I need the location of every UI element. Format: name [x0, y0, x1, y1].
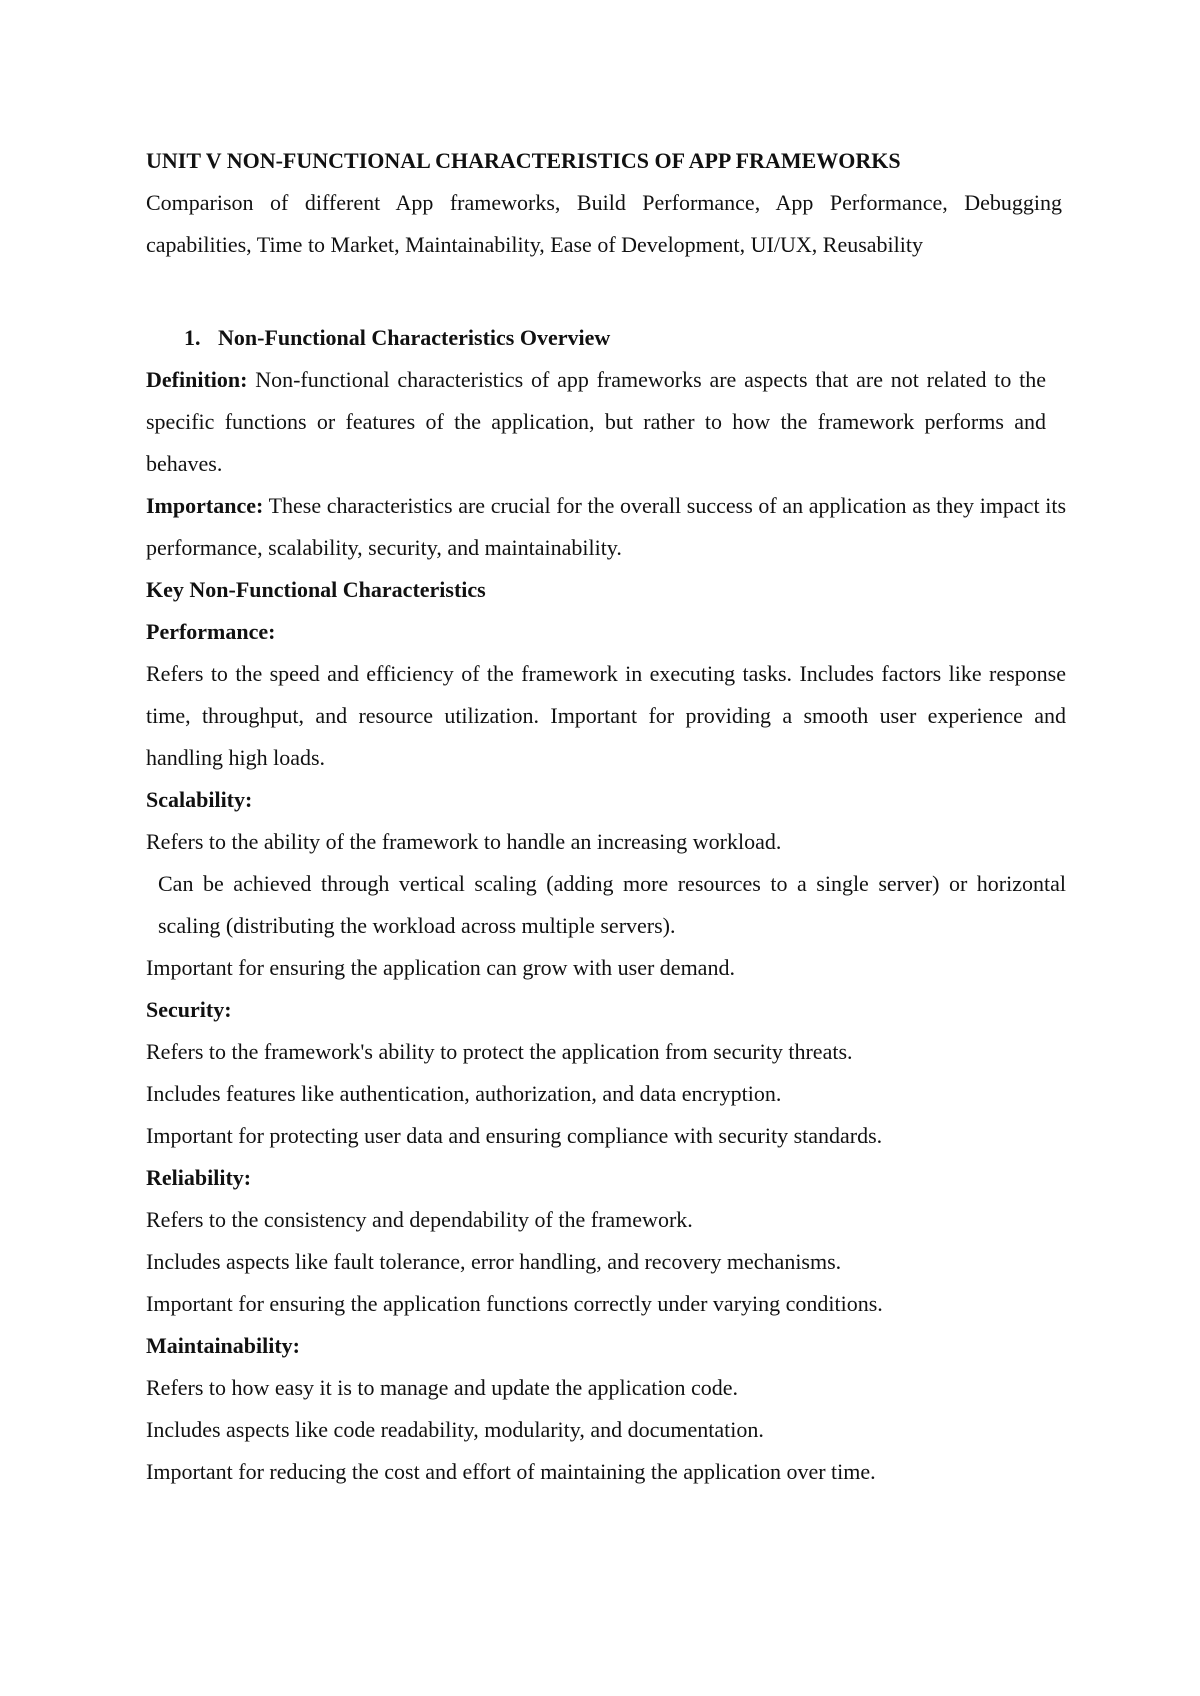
performance-heading: Performance:: [146, 619, 276, 644]
importance-text: These characteristics are crucial for the overall success of an application as they impact its performance, scalability, security, and maintainability.: [146, 493, 1066, 560]
maintainability-line-1: Refers to how easy it is to manage and update the application code.: [146, 1375, 738, 1400]
reliability-line-2: Includes aspects like fault tolerance, error handling, and recovery mechanisms.: [146, 1249, 842, 1274]
definition-paragraph: [146, 359, 1046, 485]
scalability-heading: Scalability:: [146, 787, 253, 812]
document-body: [146, 140, 1066, 1493]
key-characteristics-heading: Key Non-Functional Characteristics: [146, 577, 486, 602]
scalability-line-2: Can be achieved through vertical scaling (adding more resources to a single server) or horizontal scaling (distributing the workload across multiple servers).: [158, 871, 1066, 938]
reliability-heading: Reliability:: [146, 1165, 252, 1190]
importance-label: Importance:: [146, 493, 264, 518]
reliability-line-1: Refers to the consistency and dependability of the framework.: [146, 1207, 693, 1232]
section-heading: [146, 317, 1066, 359]
maintainability-line-3: Important for reducing the cost and effort of maintaining the application over time.: [146, 1459, 876, 1484]
unit-title: UNIT V NON-FUNCTIONAL CHARACTERISTICS OF APP FRAMEWORKS: [146, 148, 901, 173]
security-line-3: Important for protecting user data and ensuring compliance with security standards.: [146, 1123, 883, 1148]
maintainability-line-2: Includes aspects like code readability, modularity, and documentation.: [146, 1417, 764, 1442]
section-number: 1.: [184, 325, 201, 350]
scalability-line-1: Refers to the ability of the framework to handle an increasing workload.: [146, 829, 782, 854]
reliability-line-3: Important for ensuring the application functions correctly under varying conditions.: [146, 1291, 883, 1316]
definition-label: Definition:: [146, 367, 248, 392]
security-line-1: Refers to the framework's ability to protect the application from security threats.: [146, 1039, 853, 1064]
performance-text: Refers to the speed and efficiency of the framework in executing tasks. Includes factors like response time, throughput, and resource utilization. Important for providing a smooth user experience and handling high loads.: [146, 661, 1066, 770]
scalability-line-3: Important for ensuring the application can grow with user demand.: [146, 955, 735, 980]
security-heading: Security:: [146, 997, 232, 1022]
section-title: Non-Functional Characteristics Overview: [218, 325, 611, 350]
unit-topics: Comparison of different App frameworks, Build Performance, App Performance, Debugging capabilities, Time to Market, Maintainability, Ease of Development, UI/UX, Reusability: [146, 190, 1062, 257]
importance-paragraph: [146, 485, 1066, 569]
security-line-2: Includes features like authentication, authorization, and data encryption.: [146, 1081, 782, 1106]
spacer: [146, 266, 1066, 317]
maintainability-heading: Maintainability:: [146, 1333, 301, 1358]
definition-text: Non-functional characteristics of app frameworks are aspects that are not related to the specific functions or features of the application, but rather to how the framework performs and behaves.: [146, 367, 1046, 476]
